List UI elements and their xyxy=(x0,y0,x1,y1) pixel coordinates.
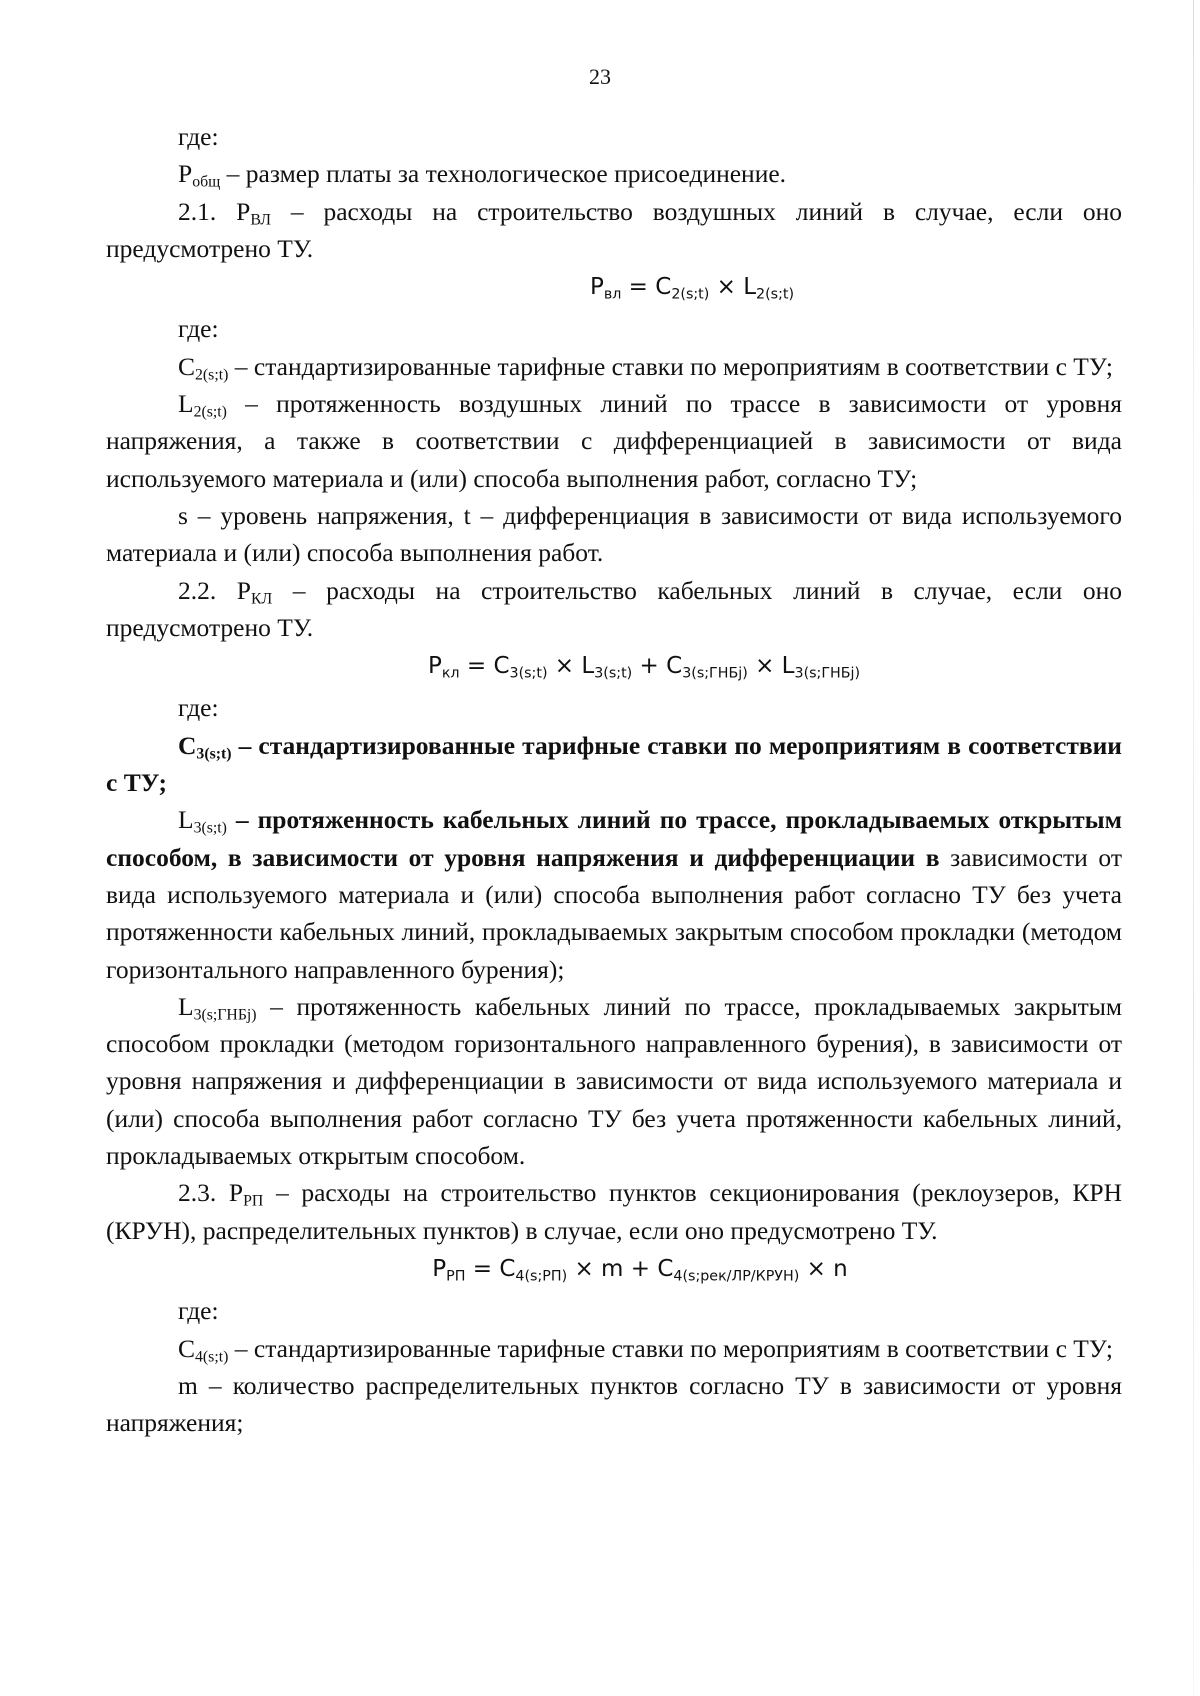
subscript: РП xyxy=(243,1193,264,1211)
definition-text-bold: – протяженность кабельных линий по трассе, прокладываемых открытым способом, в зависимости от уровня напряжения и дифференциации в xyxy=(106,805,1122,872)
page-number: 23 xyxy=(589,64,611,89)
section-text: – расходы на строительство воздушных линий в случае, если оно предусмотрено ТУ. xyxy=(106,196,1123,263)
definition-l3 xyxy=(106,801,1122,987)
section-text: – расходы на строительство пунктов секционирования (реклоузеров, КРН (КРУН), распределительных пунктов) в случае, если оно предусмотрено ТУ. xyxy=(106,1178,1122,1245)
symbol: P xyxy=(236,196,251,226)
definition-text: – размер платы за технологическое присоединение. xyxy=(220,159,787,189)
definition-text: – протяженность кабельных линий по трассе, прокладываемых закрытым способом прокладки (методом горизонтального направленного бурения), в зависимости от уровня напряжения и дифференциации в зависимости от вида используемого материала и (или) способа выполнения работ согласно ТУ без учета протяженности кабельных линий, прокладываемых открытым способом. xyxy=(106,991,1122,1171)
subscript: 2(s;t) xyxy=(195,366,229,384)
definition-s-t: s – уровень напряжения, t – дифференциация в зависимости от вида используемого материала и (или) способа выполнения работ. xyxy=(106,500,1122,568)
subscript: 3(s;t) xyxy=(193,820,227,838)
formula-term: P xyxy=(589,274,604,301)
definition-text: – стандартизированные тарифные ставки по мероприятиям в соответствии с ТУ; xyxy=(106,730,1122,798)
formula-subscript: 3(s;ГНБj) xyxy=(794,665,861,682)
formula-p-kl xyxy=(106,648,1122,685)
definition-l3-gnb xyxy=(106,988,1122,1174)
section-2-3 xyxy=(106,1174,1122,1249)
formula-subscript: кл xyxy=(441,665,460,682)
formula-term: C xyxy=(657,1255,674,1282)
symbol: C xyxy=(178,730,197,760)
formula-subscript: 3(s;t) xyxy=(594,665,633,682)
subscript: 4(s;t) xyxy=(195,1348,229,1366)
subscript: 2(s;t) xyxy=(193,403,227,421)
section-number: 2.3. xyxy=(178,1178,229,1208)
definition-c4 xyxy=(106,1330,1122,1367)
definition-text: – стандартизированные тарифные ставки по мероприятиям в соответствии с ТУ; xyxy=(228,351,1114,381)
symbol: P xyxy=(178,159,193,189)
formula-term: P xyxy=(427,653,442,680)
formula-term: L xyxy=(781,653,795,680)
formula-subscript: 4(s;РП) xyxy=(515,1268,568,1285)
formula-subscript: 3(s;t) xyxy=(509,665,548,682)
formula-operator: + xyxy=(632,653,667,680)
scan-edge-shadow xyxy=(1193,0,1194,1696)
formula-subscript: 2(s;t) xyxy=(756,286,795,303)
formula-subscript: 4(s;рек/ЛР/КРУН) xyxy=(673,1268,800,1285)
definition-text: – стандартизированные тарифные ставки по мероприятиям в соответствии с ТУ; xyxy=(228,1333,1114,1363)
subscript: ВЛ xyxy=(250,211,271,229)
formula-term: C xyxy=(666,653,683,680)
symbol: P xyxy=(236,575,251,605)
symbol: C xyxy=(178,1333,196,1363)
definition-p-general xyxy=(106,155,1122,192)
where-label: где: xyxy=(178,314,219,344)
section-number: 2.1. xyxy=(178,196,237,226)
formula-subscript: вл xyxy=(603,286,622,303)
symbol: L xyxy=(178,991,194,1021)
formula-operator: × n xyxy=(799,1255,848,1282)
symbol: C xyxy=(178,351,196,381)
symbol: L xyxy=(178,805,194,835)
formula-operator: = xyxy=(465,1255,500,1282)
formula-operator: × xyxy=(547,653,582,680)
formula-operator: × xyxy=(747,653,782,680)
definition-c3 xyxy=(106,727,1122,802)
formula-subscript: 3(s;ГНБj) xyxy=(682,665,748,682)
definition-c2 xyxy=(106,348,1122,385)
definition-text: – протяженность воздушных линий по трассе в зависимости от уровня напряжения, а также в соответствии с дифференциацией в зависимости от вида используемого материала и (или) способа выполнения работ, согласно ТУ; xyxy=(106,389,1122,493)
formula-p-vl xyxy=(106,269,1122,306)
formula-subscript: РП xyxy=(446,1268,466,1285)
page-body xyxy=(106,118,1122,1441)
formula-term: P xyxy=(432,1255,447,1282)
where-label: где: xyxy=(178,1296,219,1326)
symbol: P xyxy=(228,1178,244,1208)
subscript: КЛ xyxy=(250,590,273,608)
formula-term: C xyxy=(655,274,672,301)
subscript: 3(s;t) xyxy=(196,745,232,763)
formula-term: L xyxy=(743,274,757,301)
section-number: 2.2. xyxy=(178,575,237,605)
formula-term: L xyxy=(581,653,595,680)
where-label: где: xyxy=(178,693,219,723)
subscript: 3(s;ГНБj) xyxy=(193,1006,257,1024)
subscript: общ xyxy=(192,174,221,192)
formula-p-rp xyxy=(106,1251,1122,1288)
definition-m: m – количество распределительных пунктов согласно ТУ в зависимости от уровня напряжения; xyxy=(106,1370,1122,1438)
formula-operator: × xyxy=(709,274,744,301)
section-2-1 xyxy=(106,193,1122,268)
definition-text: зависимости от вида используемого материала и (или) способа выполнения работ согласно ТУ без учета протяженности кабельных линий, прокладываемых закрытым способом прокладки (методом горизонтального направленного бурения); xyxy=(106,842,1122,984)
section-2-2 xyxy=(106,572,1122,647)
where-label: где: xyxy=(178,122,219,151)
formula-operator: × m + xyxy=(567,1255,658,1282)
definition-l2 xyxy=(106,385,1122,497)
symbol: L xyxy=(178,389,194,419)
formula-subscript: 2(s;t) xyxy=(671,286,710,303)
section-text: – расходы на строительство кабельных линий в случае, если оно предусмотрено ТУ. xyxy=(106,575,1123,642)
formula-term: C xyxy=(493,653,510,680)
formula-operator: = xyxy=(459,653,494,680)
formula-term: C xyxy=(499,1255,516,1282)
formula-operator: = xyxy=(621,274,656,301)
